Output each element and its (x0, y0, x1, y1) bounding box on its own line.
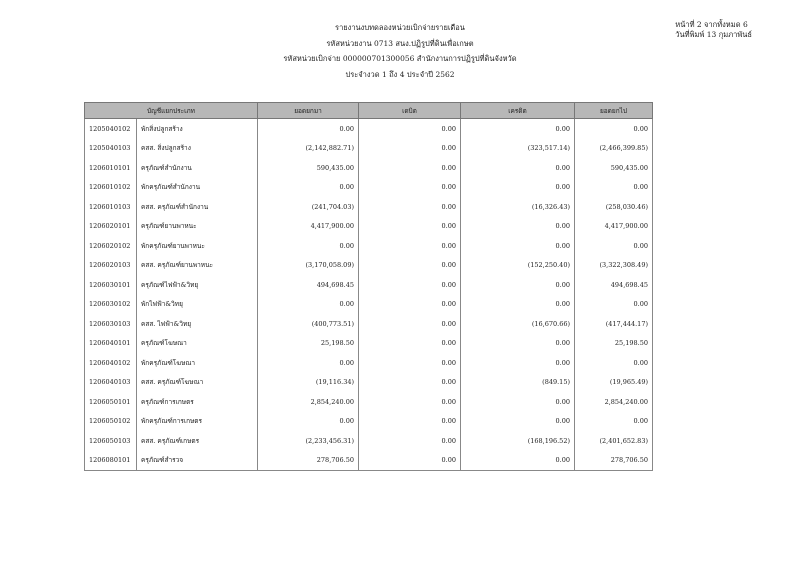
table-header-row (85, 103, 653, 119)
brought-forward-cell: (19,116.34) (258, 373, 359, 393)
debit-cell: 0.00 (359, 353, 461, 373)
brought-forward-cell: (241,704.03) (258, 197, 359, 217)
credit-cell: 0.00 (461, 236, 575, 256)
credit-cell: 0.00 (461, 412, 575, 432)
debit-cell: 0.00 (359, 373, 461, 393)
account-name: คสส. ไฟฟ้า&วิทยุ (137, 314, 258, 334)
brought-forward-cell: 0.00 (258, 178, 359, 198)
brought-forward-cell: 278,706.50 (258, 451, 359, 471)
brought-forward-cell: 0.00 (258, 412, 359, 432)
print-date: วันที่พิมพ์ 13 กุมภาพันธ์ (675, 30, 752, 39)
brought-forward-cell: 0.00 (258, 295, 359, 315)
account-name: พักครุภัณฑ์การเกษตร (137, 412, 258, 432)
col-header-brought-forward: ยอดยกมา (258, 103, 359, 119)
account-name: คสส. ครุภัณฑ์ยานพาหนะ (137, 256, 258, 276)
brought-forward-cell: (3,170,058.09) (258, 256, 359, 276)
account-name: ครุภัณฑ์โฆษณา (137, 334, 258, 354)
col-header-credit: เครดิต (461, 103, 575, 119)
account-code: 1206030101 (85, 275, 137, 295)
account-code: 1205040102 (85, 119, 137, 139)
brought-forward-cell: (2,233,456.31) (258, 431, 359, 451)
carried-forward-cell: (3,322,308.49) (575, 256, 653, 276)
account-code: 1205040103 (85, 139, 137, 159)
account-code: 1206030103 (85, 314, 137, 334)
account-name: พักครุภัณฑ์โฆษณา (137, 353, 258, 373)
account-name: ครุภัณฑ์สำรวจ (137, 451, 258, 471)
table-row (85, 431, 653, 451)
brought-forward-cell: 4,417,900.00 (258, 217, 359, 237)
credit-cell: 0.00 (461, 392, 575, 412)
agency-code: รหัสหน่วยงาน 0713 สนง.ปฏิรูปที่ดินเพื่อเกษต (326, 38, 474, 48)
account-code: 1206080101 (85, 451, 137, 471)
account-code: 1206020103 (85, 256, 137, 276)
credit-cell: (152,250.40) (461, 256, 575, 276)
credit-cell: (849.15) (461, 373, 575, 393)
carried-forward-cell: 25,198.50 (575, 334, 653, 354)
credit-cell: (168,196.52) (461, 431, 575, 451)
debit-cell: 0.00 (359, 295, 461, 315)
debit-cell: 0.00 (359, 197, 461, 217)
account-name: คสส. สิ่งปลูกสร้าง (137, 139, 258, 159)
page-info (675, 20, 752, 40)
brought-forward-cell: 494,698.45 (258, 275, 359, 295)
table-row (85, 119, 653, 139)
carried-forward-cell: 0.00 (575, 119, 653, 139)
carried-forward-cell: 278,706.50 (575, 451, 653, 471)
debit-cell: 0.00 (359, 158, 461, 178)
credit-cell: 0.00 (461, 334, 575, 354)
brought-forward-cell: 2,854,240.00 (258, 392, 359, 412)
credit-cell: (16,670.66) (461, 314, 575, 334)
debit-cell: 0.00 (359, 119, 461, 139)
table-row (85, 139, 653, 159)
brought-forward-cell: 590,435.00 (258, 158, 359, 178)
account-code: 1206040103 (85, 373, 137, 393)
credit-cell: 0.00 (461, 217, 575, 237)
debit-cell: 0.00 (359, 178, 461, 198)
account-code: 1206050103 (85, 431, 137, 451)
brought-forward-cell: 0.00 (258, 119, 359, 139)
carried-forward-cell: 0.00 (575, 353, 653, 373)
table-row (85, 256, 653, 276)
carried-forward-cell: 0.00 (575, 178, 653, 198)
credit-cell: 0.00 (461, 295, 575, 315)
account-name: คสส. ครุภัณฑ์เกษตร (137, 431, 258, 451)
col-header-account: บัญชีแยกประเภท (85, 103, 258, 119)
trial-balance-table (84, 102, 653, 471)
account-name: ครุภัณฑ์ไฟฟ้า&วิทยุ (137, 275, 258, 295)
brought-forward-cell: 0.00 (258, 236, 359, 256)
account-name: ครุภัณฑ์สำนักงาน (137, 158, 258, 178)
table-row (85, 314, 653, 334)
account-name: ครุภัณฑ์การเกษตร (137, 392, 258, 412)
carried-forward-cell: (2,401,652.83) (575, 431, 653, 451)
credit-cell: 0.00 (461, 353, 575, 373)
account-name: พักสิ่งปลูกสร้าง (137, 119, 258, 139)
carried-forward-cell: 0.00 (575, 412, 653, 432)
credit-cell: (323,517.14) (461, 139, 575, 159)
debit-cell: 0.00 (359, 451, 461, 471)
carried-forward-cell: (2,466,399.85) (575, 139, 653, 159)
account-name: คสส. ครุภัณฑ์โฆษณา (137, 373, 258, 393)
table-row (85, 158, 653, 178)
credit-cell: 0.00 (461, 119, 575, 139)
credit-cell: 0.00 (461, 451, 575, 471)
table-row (85, 412, 653, 432)
brought-forward-cell: (400,773.51) (258, 314, 359, 334)
account-name: ครุภัณฑ์ยานพาหนะ (137, 217, 258, 237)
debit-cell: 0.00 (359, 314, 461, 334)
table-row (85, 275, 653, 295)
carried-forward-cell: (258,030.46) (575, 197, 653, 217)
debit-cell: 0.00 (359, 275, 461, 295)
credit-cell: (16,326.43) (461, 197, 575, 217)
brought-forward-cell: 25,198.50 (258, 334, 359, 354)
carried-forward-cell: 590,435.00 (575, 158, 653, 178)
account-code: 1206050102 (85, 412, 137, 432)
table-row (85, 373, 653, 393)
col-header-carried-forward: ยอดยกไป (575, 103, 653, 119)
account-code: 1206050101 (85, 392, 137, 412)
table-row (85, 217, 653, 237)
carried-forward-cell: (417,444.17) (575, 314, 653, 334)
debit-cell: 0.00 (359, 217, 461, 237)
table-row (85, 236, 653, 256)
carried-forward-cell: 2,854,240.00 (575, 392, 653, 412)
account-code: 1206020101 (85, 217, 137, 237)
table-row (85, 334, 653, 354)
report-period: ประจำงวด 1 ถึง 4 ประจำปี 2562 (345, 69, 455, 79)
carried-forward-cell: 4,417,900.00 (575, 217, 653, 237)
account-code: 1206010102 (85, 178, 137, 198)
credit-cell: 0.00 (461, 275, 575, 295)
carried-forward-cell: 0.00 (575, 295, 653, 315)
debit-cell: 0.00 (359, 236, 461, 256)
table-row (85, 353, 653, 373)
disbursement-unit: รหัสหน่วยเบิกจ่าย 000000701300056 สำนักงานการปฏิรูปที่ดินจังหวัด (283, 54, 517, 63)
carried-forward-cell: (19,965.49) (575, 373, 653, 393)
account-name: คสส. ครุภัณฑ์สำนักงาน (137, 197, 258, 217)
debit-cell: 0.00 (359, 334, 461, 354)
carried-forward-cell: 494,698.45 (575, 275, 653, 295)
table-row (85, 178, 653, 198)
report-title: รายงานงบทดลองหน่วยเบิกจ่ายรายเดือน (335, 23, 465, 32)
account-code: 1206020102 (85, 236, 137, 256)
account-code: 1206040101 (85, 334, 137, 354)
table-row (85, 392, 653, 412)
account-code: 1206010101 (85, 158, 137, 178)
credit-cell: 0.00 (461, 178, 575, 198)
table-row (85, 197, 653, 217)
debit-cell: 0.00 (359, 412, 461, 432)
account-name: พักครุภัณฑ์สำนักงาน (137, 178, 258, 198)
account-name: พักไฟฟ้า&วิทยุ (137, 295, 258, 315)
page-number: หน้าที่ 2 จากทั้งหมด 6 (675, 20, 748, 29)
credit-cell: 0.00 (461, 158, 575, 178)
debit-cell: 0.00 (359, 256, 461, 276)
carried-forward-cell: 0.00 (575, 236, 653, 256)
debit-cell: 0.00 (359, 392, 461, 412)
table-row (85, 451, 653, 471)
brought-forward-cell: 0.00 (258, 353, 359, 373)
account-code: 1206010103 (85, 197, 137, 217)
col-header-debit: เดบิต (359, 103, 461, 119)
account-code: 1206040102 (85, 353, 137, 373)
debit-cell: 0.00 (359, 431, 461, 451)
account-code: 1206030102 (85, 295, 137, 315)
brought-forward-cell: (2,142,882.71) (258, 139, 359, 159)
table-row (85, 295, 653, 315)
debit-cell: 0.00 (359, 139, 461, 159)
account-name: พักครุภัณฑ์ยานพาหนะ (137, 236, 258, 256)
